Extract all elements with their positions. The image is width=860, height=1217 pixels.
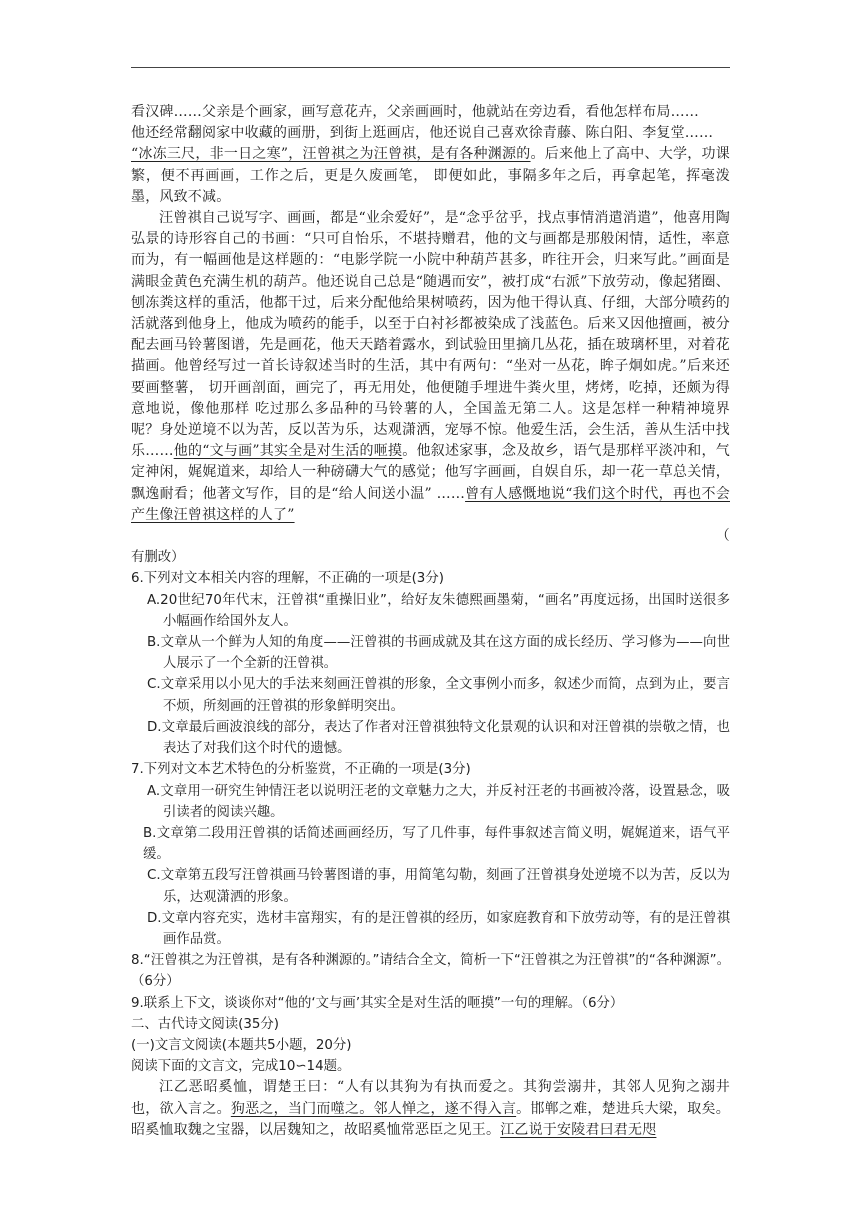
section-2-instruction: 阅读下面的文言文，完成10∽14题。 (131, 1059, 351, 1075)
question-7-option-b: B.文章第二段用汪曾祺的话简述画画经历，写了几件事，每件事叙述言简义明，娓娓道来，语气平缓。 (143, 825, 730, 863)
essay-text (131, 102, 730, 547)
question-6-option-b: B.文章从一个鲜为人知的角度——汪曾祺的书画成就及其在这方面的成长经历、学习修为——向世人展示了一个全新的汪曾祺。 (147, 635, 730, 672)
question-8: 8.“汪曾祺之为汪曾祺，是有各种渊源的。”请结合全文，简析一下“汪曾祺之为汪曾祺”的“各种渊源”。（6分） (131, 953, 730, 990)
question-9: 9.联系上下文，谈谈你对“他的‘文与画’其实全是对生活的咂摸”一句的理解。（6分） (131, 995, 624, 1011)
question-7-stem: 7.下列对文本艺术特色的分析鉴赏，不正确的一项是(3分) (131, 762, 471, 778)
classical-underlined-2: 江乙说于安陵君曰君无咫 (500, 1121, 657, 1138)
header-rule (131, 67, 730, 68)
question-7-option-d: D.文章内容充实，选材丰富翔实，有的是汪曾祺的经历，如家庭教育和下放劳动等，有的是汪曾祺画作品赏。 (147, 910, 730, 947)
essay-paragraph-1: 看汉碑……父亲是个画家，画写意花卉，父亲画画时，他就站在旁边看，看他怎样布局…… 他还经常翻阅家中收藏的画册，到街上逛画店，他还说自己喜欢徐青藤、陈白阳、李复堂…… “冰冻三尺，非一日之寒”，汪曾祺之为汪曾祺，是有各种渊源的。后来他上了高中、大学，功课繁，便不再画画，工作之后，更是久废画笔， 即便如此，事隔多年之后，再拿起笔，挥毫泼墨，风致不减。 (131, 104, 730, 205)
classical-underlined-1: 狗恶之，当门而噬之。邻人惮之，遂不得入言 (230, 1100, 517, 1117)
wavy-line-sentence: 曾有人感慨地说“我们这个时代，再也不会产生像汪曾祺这样的人了” (131, 485, 730, 523)
essay-paragraph-2: 汪曾祺自己说写字、画画，都是“业余爱好”，是“念乎岔乎，找点事情消遣消遣”，他喜用陶弘景的诗形容自己的书画：“只可自怡乐，不堪持赠君，他的文与画都是那般闲情，适性，率意而为，有一幅画他是这样题的：“电影学院一小院中种葫芦甚多，昨往开会，归来写此。”画面是满眼金黄色充满生机的葫芦。他还说自己总是“随遇而安”，被打成“右派”下放劳动，像起猪圈、刨冻粪这样的重活，他都干过，后来分配他给果树喷药，因为他干得认真、仔细，大部分喷药的活就落到他身上，他成为喷药的能手，以至于白衬衫都被染成了浅蓝色。后来又因他擅画，被分配去画马铃薯图谱，先是画花，他天天踏着露水，到试验田里摘几丛花，插在玻璃杯里，对着花描画。他曾经写过一首长诗叙述当时的生活，其中有两句：“坐对一丛花，眸子炯如虎。”后来还要画整薯， 切开画剖面，画完了，再无用处，他便随手埋进牛粪火里，烤烤，吃掉，还颇为得意地说，像他那样 吃过那么多品种的马铃薯的人，全国盖无第二人。这是怎样一种精神境界呢？身处逆境不以为苦，反以苦为乐，达观潇洒，宠辱不惊。他爱生活，会生活，善从生活中找乐……他的“文与画”其实全是对生活的咂摸。他叙述家事，念及故乡，语气是那样平淡冲和，气定神闲，娓娓道来，却给人一种磅礴大气的感觉；他写字画画，自娱自乐，却一花一草总关情，飘逸耐看；他著文写作，目的是“给人间送小温” ……曾有人感慨地说“我们这个时代，再也不会产生像汪曾祺这样的人了” (131, 210, 730, 523)
question-6-stem: 6.下列对文本相关内容的理解，不正确的一项是(3分) (131, 571, 444, 587)
classical-paragraph: 江乙恶昭奚恤，谓楚王曰：“人有以其狗为有执而爱之。其狗尝溺井，其邻人见狗之溺井也，欲入言之。狗恶之，当门而噬之。邻人惮之，遂不得入言。邯郸之难，楚进兵大梁，取矣。昭奚恤取魏之宝器，以居魏知之，故昭奚恤常恶臣之见王。江乙说于安陵君曰君无咫 (131, 1079, 730, 1138)
section-2-subheading: (一)文言文阅读(本题共5小题，20分) (131, 1037, 352, 1053)
question-7-option-a: A.文章用一研究生钟情汪老以说明汪老的文章魅力之大，并反衬汪老的书画被冷落，设置悬念，吸引读者的阅读兴趣。 (147, 783, 730, 820)
paren-open: （ (715, 528, 730, 545)
content-block (131, 102, 730, 1141)
question-7-option-c: C.文章第五段写汪曾祺画马铃薯图谱的事，用简笔勾勒，刻画了汪曾祺身处逆境不以为苦，反以为乐，达观潇洒的形象。 (147, 868, 730, 905)
question-6-option-c: C.文章采用以小见大的手法来刻画汪曾祺的形象，全文事例小而多，叙述少而简，点到为止，要言不烦，所刻画的汪曾祺的形象鲜明突出。 (147, 677, 730, 714)
question-6-option-d: D.文章最后画波浪线的部分，表达了作者对汪曾祺独特文化景观的认识和对汪曾祺的崇敬之情，也表达了对我们这个时代的遗憾。 (147, 719, 730, 757)
source-note: 有删改） (131, 550, 185, 566)
question-6-option-a: A.20世纪70年代末，汪曾祺“重操旧业”，给好友朱德熙画墨菊，“画名”再度远扬，出国时送很多小幅画作给国外友人。 (147, 592, 730, 629)
underlined-sentence-2: 他的“文与画”其实全是对生活的咂摸 (173, 443, 403, 460)
underlined-sentence: “冰冻三尺，非一日之寒”，汪曾祺之为汪曾祺，是有各种渊源的 (131, 146, 531, 163)
section-2-heading: 二、古代诗文阅读(35分) (131, 1016, 280, 1032)
classical-passage (131, 1077, 730, 1141)
questions (131, 547, 730, 1077)
